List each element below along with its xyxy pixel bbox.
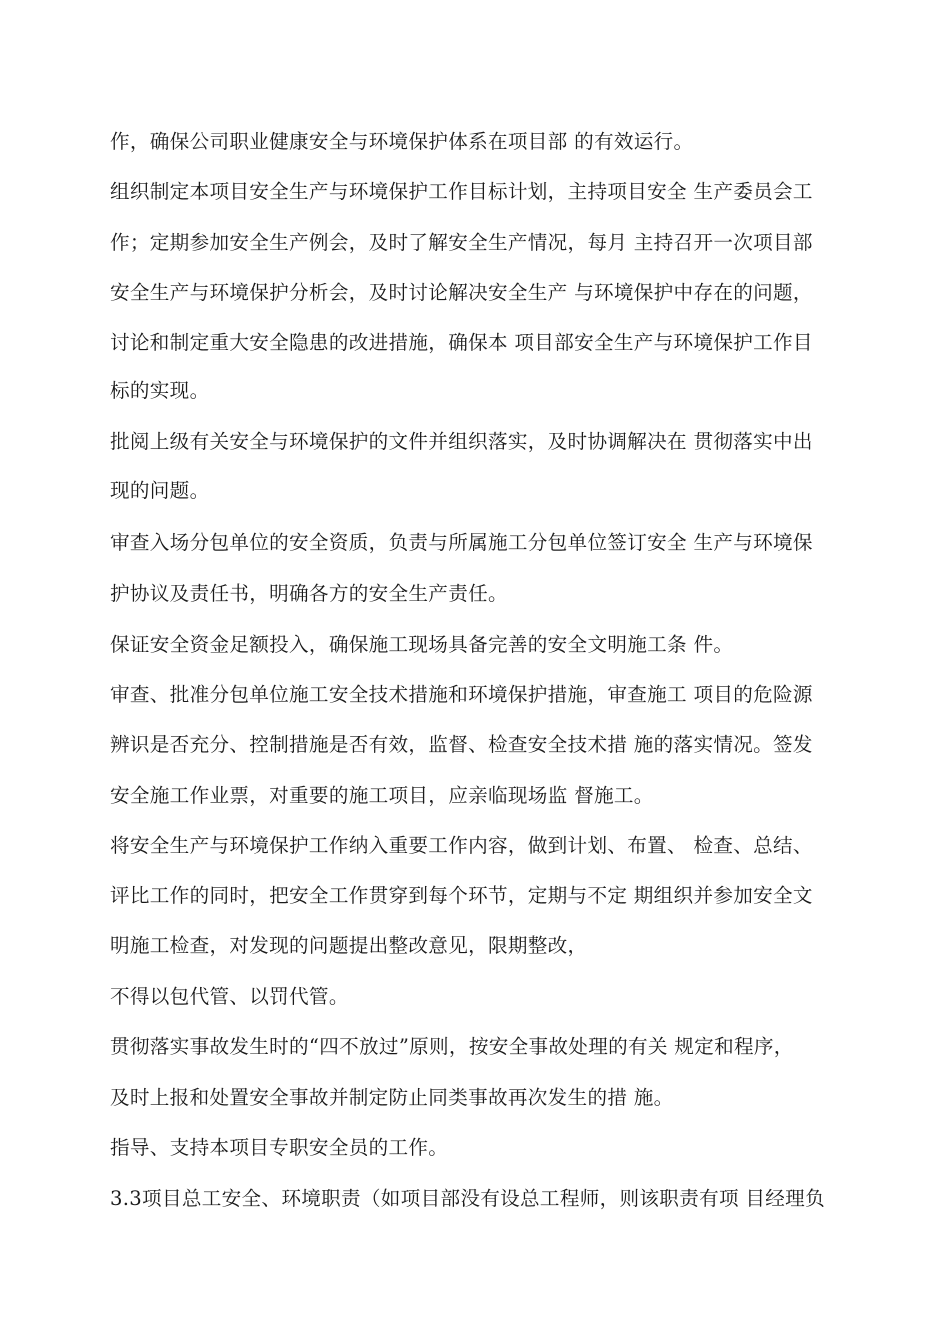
text-line: 辨识是否充分、控制措施是否有效，监督、检查安全技术措 施的落实情况。签发 <box>110 733 813 756</box>
text-line: 不得以包代管、以罚代管。 <box>110 985 349 1008</box>
text-line: 安全生产与环境保护分析会，及时讨论解决安全生产 与环境保护中存在的问题， <box>110 281 813 304</box>
text-line: 组织制定本项目安全生产与环境保护工作目标计划，主持项目安全 生产委员会工 <box>110 180 813 203</box>
text-line: 标的实现。 <box>110 379 210 402</box>
text-line: 审查、批准分包单位施工安全技术措施和环境保护措施，审查施工 项目的危险源 <box>110 683 813 706</box>
text-line: 评比工作的同时，把安全工作贯穿到每个环节，定期与不定 期组织并参加安全文 <box>110 884 813 907</box>
text-line: 安全施工作业票，对重要的施工项目，应亲临现场监 督施工。 <box>110 784 654 807</box>
text-line: 审查入场分包单位的安全资质，负责与所属施工分包单位签订安全 生产与环境保 <box>110 531 813 554</box>
text-line: 护协议及责任书，明确各方的安全生产责任。 <box>110 582 508 605</box>
text-line: 批阅上级有关安全与环境保护的文件并组织落实，及时协调解决在 贯彻落实中出 <box>110 430 813 453</box>
text-line: 明施工检查，对发现的问题提出整改意见，限期整改， <box>110 934 588 957</box>
text-line: 作，确保公司职业健康安全与环境保护体系在项目部 的有效运行。 <box>110 130 694 153</box>
text-line: 及时上报和处置安全事故并制定防止同类事故再次发生的措 施。 <box>110 1086 674 1109</box>
text-line: 指导、支持本项目专职安全员的工作。 <box>110 1136 449 1159</box>
text-line: 作；定期参加安全生产例会，及时了解安全生产情况，每月 主持召开一次项目部 <box>110 231 813 254</box>
text-line: 将安全生产与环境保护工作纳入重要工作内容，做到计划、布置、 检查、总结、 <box>110 834 813 857</box>
text-line: 3.3项目总工安全、环境职责（如项目部没有设总工程师，则该职责有项 目经理负 <box>110 1187 825 1210</box>
text-line: 保证安全资金足额投入，确保施工现场具备完善的安全文明施工条 件。 <box>110 633 734 656</box>
text-line: 贯彻落实事故发生时的“四不放过”原则，按安全事故处理的有关 规定和程序， <box>110 1035 794 1058</box>
text-line: 讨论和制定重大安全隐患的改进措施，确保本 项目部安全生产与环境保护工作目 <box>110 331 813 354</box>
text-line: 现的问题。 <box>110 479 210 502</box>
